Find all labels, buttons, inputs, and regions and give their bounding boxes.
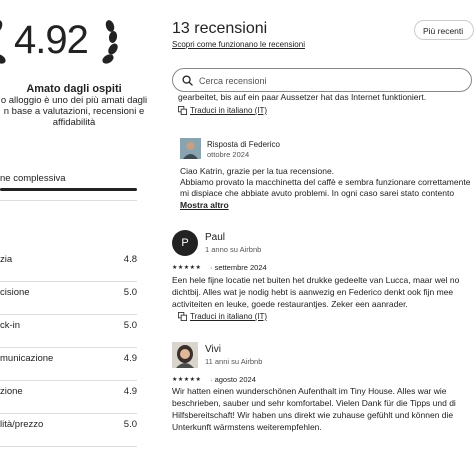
host-reply-title: Risposta di Federico	[207, 140, 280, 149]
category-rating-row	[0, 248, 137, 282]
category-value: 5.0	[123, 320, 137, 331]
reviewer-name: Vivi	[205, 344, 221, 355]
avatar[interactable]	[172, 342, 198, 368]
review-text: beschrieben, sauber und sehr komfortabel. Vielen Dank für die Tipps und di	[172, 398, 456, 408]
how-reviews-work-link[interactable]: Scopri come funzionano le recensioni	[172, 40, 305, 49]
laurel-right-icon	[98, 20, 122, 66]
reviewer-name: Paul	[205, 232, 226, 243]
category-rating-row	[0, 281, 137, 315]
overall-rating-label: ne complessiva	[0, 173, 66, 184]
translate-icon	[178, 106, 187, 115]
review-text: activiteiten en leuke, goede restaurantjes. Zeker een aanrader.	[172, 299, 408, 309]
review-text-partial: gearbeitet, bis auf ein paar Aussetzer hat das Internet funktioniert.	[178, 92, 427, 102]
description-line: o alloggio è uno dei più amati dagli	[0, 95, 148, 106]
host-reply-text: mi dispiace che abbiate avuto problemi. In ogni caso sarei stato contento	[180, 188, 455, 198]
translate-icon	[178, 312, 187, 321]
host-reply-text: Ciao Katrin, grazie per la tua recensione.	[180, 166, 335, 176]
show-more-link[interactable]: Mostra altro	[180, 200, 229, 210]
translate-label: Traduci in italiano (IT)	[190, 312, 268, 321]
category-label: zione	[0, 386, 23, 397]
category-value: 5.0	[123, 287, 137, 298]
review-text: Een hele fijne locatie net buiten het drukke gedeelte van Lucca, maar wel no	[172, 275, 460, 285]
search-input[interactable]	[197, 72, 461, 90]
review-date: · agosto 2024	[210, 375, 256, 384]
category-value: 4.9	[123, 386, 137, 397]
category-label: municazione	[0, 353, 54, 364]
rating-summary-panel	[0, 0, 148, 450]
description-line: affidabilità	[52, 117, 96, 128]
review-text: Hilfsbereitschaft! Wir haben uns direkt wie zuhause gefühlt und können die	[172, 410, 454, 420]
overall-rating-value: 4.92	[14, 18, 88, 62]
category-rating-row	[0, 413, 137, 447]
star-rating-icon: ★★★★★	[172, 265, 202, 271]
star-rating-icon: ★★★★★	[172, 377, 202, 383]
translate-link[interactable]	[178, 312, 267, 321]
divider	[0, 200, 137, 201]
sort-dropdown-button[interactable]: Più recenti	[414, 20, 474, 40]
category-value: 5.0	[123, 419, 137, 430]
category-value: 4.8	[123, 254, 137, 265]
category-rating-row	[0, 347, 137, 381]
guest-favorite-description	[0, 95, 158, 128]
avatar[interactable]: P	[172, 230, 198, 256]
reviewer-tenure: 1 anno su Airbnb	[205, 245, 262, 254]
review-text: Wir hatten einen wunderschönen Aufenthalt im Tiny House. Alles war wie	[172, 386, 447, 396]
description-line: n base a valutazioni, recensioni e	[3, 106, 145, 117]
category-label: lità/prezzo	[0, 419, 44, 430]
host-reply-date: ottobre 2024	[207, 150, 250, 159]
laurel-left-icon	[0, 20, 10, 66]
category-rating-row	[0, 380, 137, 414]
overall-rating-bar	[0, 188, 137, 191]
overall-rating-display	[0, 18, 148, 68]
host-avatar	[180, 138, 201, 159]
review-date: · settembre 2024	[210, 263, 267, 272]
guest-favorite-title: Amato dagli ospiti	[26, 83, 122, 95]
search-icon	[182, 75, 193, 86]
translate-link[interactable]	[178, 106, 267, 115]
category-rating-row	[0, 314, 137, 348]
review-search-box[interactable]	[172, 68, 472, 92]
category-value: 4.9	[123, 353, 137, 364]
reviews-panel	[160, 0, 471, 450]
reviewer-tenure: 11 anni su Airbnb	[205, 357, 263, 366]
review-text: Unterkunft wärmstens weiterempfehlen.	[172, 422, 322, 432]
category-label: cisione	[0, 287, 30, 298]
category-label: zia	[0, 254, 13, 265]
category-label: ck-in	[0, 320, 21, 331]
translate-label: Traduci in italiano (IT)	[190, 106, 268, 115]
host-reply-text: Abbiamo provato la macchinetta del caffè e sembra funzionare correttamente	[180, 177, 471, 187]
reviews-count-title: 13 recensioni	[172, 20, 268, 37]
review-text: dichtbij. Alles wat je nodig hebt is aanwezig en Federico denkt ook fijn mee	[172, 287, 454, 297]
